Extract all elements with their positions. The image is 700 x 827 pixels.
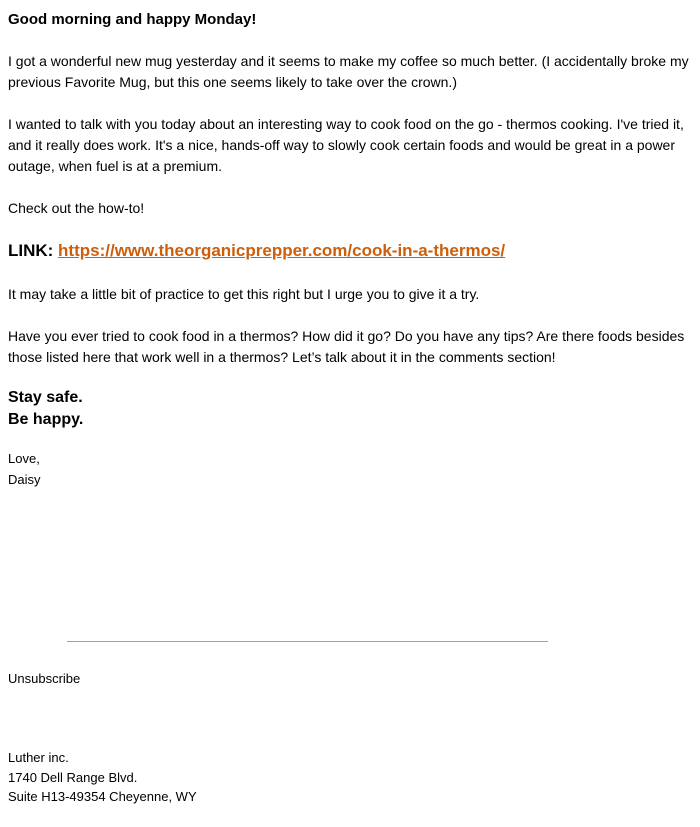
unsubscribe-link[interactable]: Unsubscribe — [8, 671, 81, 686]
signature-closing: Love, — [8, 451, 40, 466]
signoff — [8, 387, 694, 431]
signoff-line-stay-safe: Stay safe. — [8, 389, 83, 406]
signature — [8, 448, 694, 490]
address-city: Suite H13-49354 Cheyenne, WY — [8, 789, 197, 804]
paragraph-practice: It may take a little bit of practice to get this right but I urge you to give it a try. — [8, 286, 480, 302]
link-line — [8, 240, 694, 262]
paragraph-question: Have you ever tried to cook food in a thermos? How did it go? Do you have any tips? Are there foods besides those listed here that work well in a thermos? Let’s talk about it in the comments section! — [8, 328, 685, 365]
article-link[interactable]: https://www.theorganicprepper.com/cook-in-a-thermos/ — [58, 241, 506, 260]
email-body — [8, 10, 694, 490]
signoff-line-be-happy: Be happy. — [8, 411, 84, 428]
paragraph-mug: I got a wonderful new mug yesterday and it seems to make my coffee so much better. (I accidentally broke my previous Favorite Mug, but this one seems likely to take over the crown.) — [8, 53, 689, 90]
address-company: Luther inc. — [8, 750, 69, 765]
paragraph-howto: Check out the how-to! — [8, 200, 145, 216]
sender-address — [8, 748, 197, 807]
greeting-heading: Good morning and happy Monday! — [8, 11, 257, 28]
paragraph-thermos: I wanted to talk with you today about an interesting way to cook food on the go - thermos cooking. I've tried it, and it really does work. It's a nice, hands-off way to slowly cook certain foods and would be great in a power outage, when fuel is at a premium. — [8, 116, 684, 174]
link-prefix: LINK: — [8, 241, 59, 260]
signature-name: Daisy — [8, 472, 41, 487]
address-street: 1740 Dell Range Blvd. — [8, 769, 138, 785]
footer-divider — [67, 641, 548, 642]
